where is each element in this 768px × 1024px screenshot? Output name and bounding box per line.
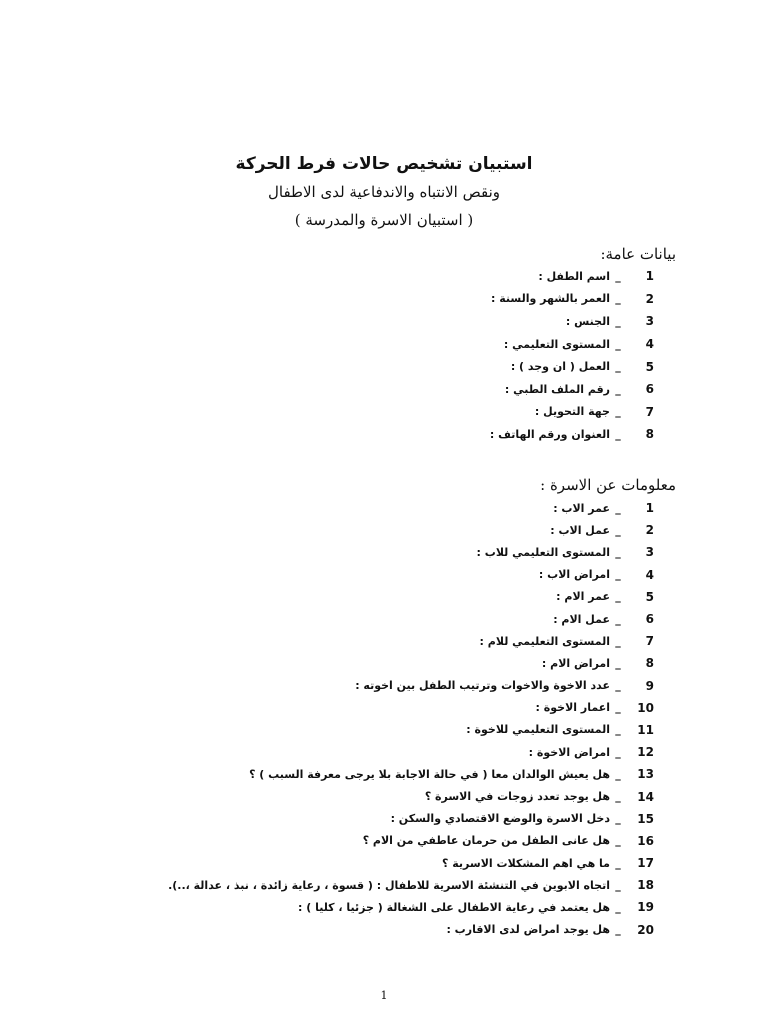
item-number: 6 xyxy=(645,612,654,627)
item-dash: _ xyxy=(615,923,621,937)
item-dash: _ xyxy=(615,834,621,848)
family-info-list xyxy=(168,497,654,941)
item-dash: _ xyxy=(615,545,621,559)
item-text: هل يعيش الوالدان معا ( في حالة الاجابة بلا يرجى معرفة السبب ) ؟ xyxy=(249,767,610,781)
title-block xyxy=(0,150,768,234)
item-dash: _ xyxy=(615,314,621,328)
item-number: 3 xyxy=(645,314,654,329)
item-text: امراض الاخوة : xyxy=(528,745,610,759)
item-dash: _ xyxy=(615,427,621,441)
list-item xyxy=(168,608,654,630)
item-number: 9 xyxy=(645,678,654,693)
item-text: عدد الاخوة والاخوات وترتيب الطفل بين اخوته : xyxy=(355,679,610,693)
list-item xyxy=(168,896,654,918)
item-number: 18 xyxy=(637,878,654,893)
item-dash: _ xyxy=(615,269,621,283)
item-text: العنوان ورقم الهاتف : xyxy=(489,427,610,441)
list-item xyxy=(168,808,654,830)
item-number: 15 xyxy=(637,811,654,826)
list-item xyxy=(168,519,654,541)
item-dash: _ xyxy=(615,878,621,892)
item-number: 5 xyxy=(645,359,654,374)
item-dash: _ xyxy=(615,634,621,648)
general-heading: بيانات عامة: xyxy=(600,245,676,263)
document-subtitle: ونقص الانتباه والاندفاعية لدى الاطفال xyxy=(267,183,500,201)
general-info-list xyxy=(490,265,654,446)
item-number: 7 xyxy=(645,634,654,649)
item-number: 17 xyxy=(637,856,654,871)
item-text: عمر الاب : xyxy=(553,501,610,515)
item-text: المستوى التعليمي : xyxy=(503,337,610,351)
item-text: اسم الطفل : xyxy=(538,269,610,283)
item-number: 3 xyxy=(645,545,654,560)
item-number: 6 xyxy=(645,382,654,397)
item-text: دخل الاسرة والوضع الاقتصادي والسكن : xyxy=(390,812,610,826)
item-text: اعمار الاخوة : xyxy=(535,701,610,715)
document-subsubtitle: ( استبيان الاسرة والمدرسة ) xyxy=(294,211,474,229)
item-number: 2 xyxy=(645,523,654,538)
list-item xyxy=(490,378,654,401)
item-text: جهة التحويل : xyxy=(534,405,610,419)
item-text: امراض الام : xyxy=(541,656,610,670)
item-number: 5 xyxy=(645,589,654,604)
list-item xyxy=(168,830,654,852)
family-heading: معلومات عن الاسرة : xyxy=(540,476,676,494)
list-item xyxy=(168,652,654,674)
item-text: هل يوجد تعدد زوجات في الاسرة ؟ xyxy=(424,790,610,804)
item-number: 8 xyxy=(645,427,654,442)
list-item xyxy=(168,586,654,608)
list-item xyxy=(168,874,654,896)
list-item xyxy=(168,497,654,519)
list-item xyxy=(168,741,654,763)
item-number: 19 xyxy=(637,900,654,915)
item-number: 12 xyxy=(637,745,654,760)
item-text: هل عانى الطفل من حرمان عاطفي من الام ؟ xyxy=(362,834,610,848)
item-text: عمل الاب : xyxy=(550,523,610,537)
item-dash: _ xyxy=(615,900,621,914)
item-dash: _ xyxy=(615,501,621,515)
item-number: 1 xyxy=(645,501,654,516)
item-text: اتجاه الابوين في التنشئة الاسرية للاطفال : ( قسوة ، رعاية زائدة ، نبذ ، عدالة ،..). xyxy=(168,878,610,892)
item-dash: _ xyxy=(615,382,621,396)
item-dash: _ xyxy=(615,856,621,870)
item-text: هل يعتمد في رعاية الاطفال على الشغالة ( جزئيا ، كليا ) : xyxy=(297,900,610,914)
item-number: 2 xyxy=(645,291,654,306)
item-dash: _ xyxy=(615,360,621,374)
list-item xyxy=(168,763,654,785)
item-number: 16 xyxy=(637,833,654,848)
list-item xyxy=(168,697,654,719)
item-text: المستوى التعليمي للاب : xyxy=(476,545,610,559)
list-item xyxy=(490,265,654,288)
item-dash: _ xyxy=(615,590,621,604)
list-item xyxy=(168,675,654,697)
list-item xyxy=(490,355,654,378)
item-text: المستوى التعليمي للام : xyxy=(479,634,610,648)
item-dash: _ xyxy=(615,656,621,670)
item-text: ما هي اهم المشكلات الاسرية ؟ xyxy=(442,856,610,870)
item-dash: _ xyxy=(615,679,621,693)
item-number: 4 xyxy=(645,567,654,582)
list-item xyxy=(490,423,654,446)
page-number: 1 xyxy=(380,989,388,1002)
item-number: 4 xyxy=(645,337,654,352)
document-title: استبيان تشخيص حالات فرط الحركة xyxy=(235,154,533,174)
list-item xyxy=(168,785,654,807)
item-dash: _ xyxy=(615,790,621,804)
item-dash: _ xyxy=(615,767,621,781)
item-text: هل يوجد امراض لدى الاقارب : xyxy=(446,923,610,937)
list-item xyxy=(168,541,654,563)
item-number: 20 xyxy=(637,922,654,937)
list-item xyxy=(168,719,654,741)
item-text: المستوى التعليمي للاخوة : xyxy=(466,723,610,737)
item-dash: _ xyxy=(615,612,621,626)
item-number: 1 xyxy=(645,269,654,284)
item-dash: _ xyxy=(615,701,621,715)
list-item xyxy=(490,333,654,356)
item-text: الجنس : xyxy=(565,314,610,328)
item-dash: _ xyxy=(615,812,621,826)
list-item xyxy=(168,630,654,652)
item-dash: _ xyxy=(615,292,621,306)
item-dash: _ xyxy=(615,523,621,537)
item-number: 14 xyxy=(637,789,654,804)
item-number: 13 xyxy=(637,767,654,782)
list-item xyxy=(490,401,654,424)
item-dash: _ xyxy=(615,337,621,351)
item-text: عمر الام : xyxy=(556,590,610,604)
item-dash: _ xyxy=(615,405,621,419)
item-text: رقم الملف الطبي : xyxy=(504,382,610,396)
list-item xyxy=(168,919,654,941)
item-number: 7 xyxy=(645,404,654,419)
item-number: 8 xyxy=(645,656,654,671)
item-text: العمر بالشهر والسنة : xyxy=(491,292,610,306)
list-item xyxy=(168,564,654,586)
item-text: العمل ( ان وجد ) : xyxy=(510,360,610,374)
item-dash: _ xyxy=(615,568,621,582)
item-text: امراض الاب : xyxy=(538,568,610,582)
item-number: 11 xyxy=(637,722,654,737)
item-number: 10 xyxy=(637,700,654,715)
list-item xyxy=(168,852,654,874)
item-dash: _ xyxy=(615,745,621,759)
item-text: عمل الام : xyxy=(553,612,610,626)
list-item xyxy=(490,310,654,333)
list-item xyxy=(490,288,654,311)
item-dash: _ xyxy=(615,723,621,737)
